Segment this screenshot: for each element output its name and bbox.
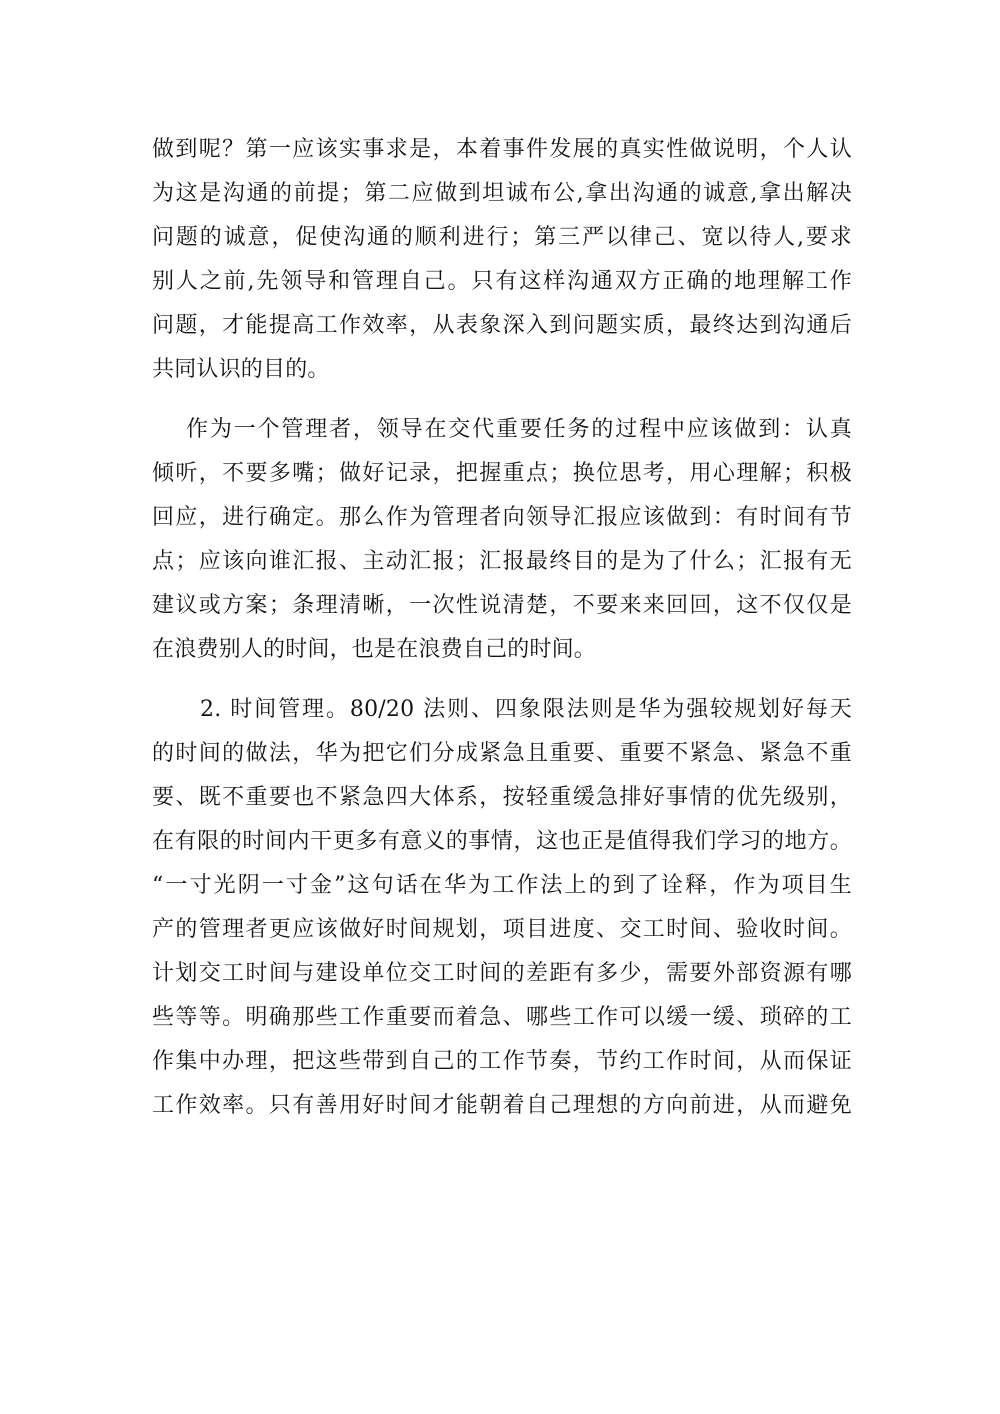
text-line: 在有限的时间内干更多有意义的事情，这也正是值得我们学习的地方。 (152, 829, 852, 854)
text-line: 倾听，不要多嘴；做好记录，把握重点；换位思考，用心理解；积极 (152, 461, 852, 486)
text-line: 的时间的做法，华为把它们分成紧急且重要、重要不紧急、紧急不重 (152, 741, 852, 766)
text-line: 为这是沟通的前提；第二应做到坦诚布公,拿出沟通的诚意,拿出解决 (152, 181, 852, 206)
text-line: 建议或方案；条理清晰，一次性说清楚，不要来来回回，这不仅仅是 (152, 593, 852, 618)
text-line: 回应，进行确定。那么作为管理者向领导汇报应该做到：有时间有节 (152, 505, 852, 530)
text-line: 要、既不重要也不紧急四大体系，按轻重缓急排好事情的优先级别， (152, 785, 852, 810)
text-line: 作为一个管理者，领导在交代重要任务的过程中应该做到：认真 (186, 417, 852, 442)
text-line: 在浪费别人的时间，也是在浪费自己的时间。 (152, 637, 597, 662)
text-line: 别人之前,先领导和管理自己。只有这样沟通双方正确的地理解工作 (152, 269, 852, 294)
paragraph-time-management (152, 688, 852, 1128)
text-line: 2. 时间管理。80/20 法则、四象限法则是华为强较规划好每天 (200, 697, 852, 722)
text-line: 些等等。明确那些工作重要而着急、哪些工作可以缓一缓、琐碎的工 (152, 1005, 852, 1030)
paragraph-manager-reporting (152, 408, 852, 672)
text-line: 共同认识的目的。 (152, 357, 330, 382)
body-text (152, 128, 852, 1128)
text-line: 问题，才能提高工作效率，从表象深入到问题实质，最终达到沟通后 (152, 313, 852, 338)
text-line: 产的管理者更应该做好时间规划，项目进度、交工时间、验收时间。 (152, 917, 852, 942)
paragraph-communication (152, 128, 852, 392)
text-line: 问题的诚意，促使沟通的顺利进行；第三严以律己、宽以待人,要求 (152, 225, 852, 250)
text-line: 工作效率。只有善用好时间才能朝着自己理想的方向前进，从而避免 (152, 1093, 852, 1118)
text-line: “一寸光阴一寸金”这句话在华为工作法上的到了诠释，作为项目生 (152, 873, 852, 898)
text-line: 作集中办理，把这些带到自己的工作节奏，节约工作时间，从而保证 (152, 1049, 852, 1074)
text-line: 计划交工时间与建设单位交工时间的差距有多少，需要外部资源有哪 (152, 961, 852, 986)
text-line: 做到呢？第一应该实事求是，本着事件发展的真实性做说明，个人认 (152, 137, 852, 162)
text-line: 点；应该向谁汇报、主动汇报；汇报最终目的是为了什么；汇报有无 (152, 549, 852, 574)
